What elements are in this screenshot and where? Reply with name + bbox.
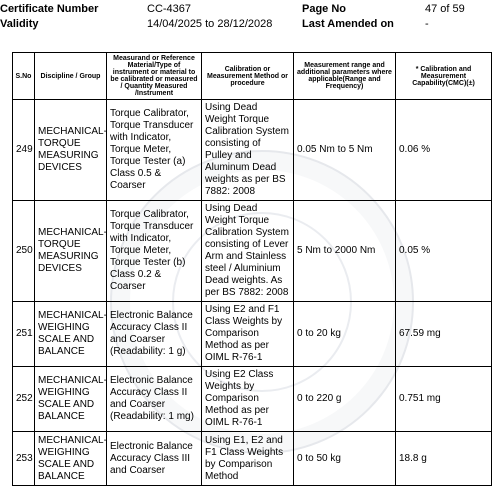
cell-method: Using E2 Class Weights by Comparison Method as per OIML R-76-1 [202, 367, 294, 432]
cell-measurand: Electronic Balance Accuracy Class II and Coarser (Readability: 1 mg) [107, 367, 202, 432]
cell-range: 0 to 220 g [294, 367, 396, 432]
cell-measurand: Electronic Balance Accuracy Class III and Coarser [107, 432, 202, 486]
cell-method: Using E1, E2 and F1 Class Weights by Comparison Method [202, 432, 294, 486]
cell-measurand: Electronic Balance Accuracy Class II and Coarser (Readability: 1 g) [107, 302, 202, 367]
certificate-header [0, 0, 495, 36]
scope-table [12, 52, 492, 486]
cell-discipline: MECHANICAL-WEIGHING SCALE AND BALANCE [35, 367, 107, 432]
cell-range: 5 Nm to 2000 Nm [294, 201, 396, 302]
col-header-cmc: * Calibration and Measurement Capability(CMC)(±) [396, 53, 492, 100]
certificate-number-value: CC-4367 [147, 3, 192, 15]
cell-range: 0 to 50 kg [294, 432, 396, 486]
cell-discipline: MECHANICAL-WEIGHING SCALE AND BALANCE [35, 302, 107, 367]
cell-sno: 253 [13, 432, 35, 486]
cell-measurand: Torque Calibrator, Torque Transducer with Indicator, Torque Meter, Torque Tester (a) Class 0.5 & Coarser [107, 100, 202, 201]
cell-discipline: MECHANICAL-TORQUE MEASURING DEVICES [35, 100, 107, 201]
validity-label: Validity [0, 18, 39, 30]
cell-method: Using Dead Weight Torque Calibration System consisting of Pulley and Aluminum Dead weights as per BS 7882: 2008 [202, 100, 294, 201]
table-row [13, 302, 492, 367]
cell-cmc: 67.59 mg [396, 302, 492, 367]
validity-value: 14/04/2025 to 28/12/2028 [147, 18, 273, 30]
cell-sno: 249 [13, 100, 35, 201]
table-row [13, 201, 492, 302]
page-no-label: Page No [302, 3, 347, 15]
table-row [13, 432, 492, 486]
cell-sno: 250 [13, 201, 35, 302]
cell-cmc: 0.751 mg [396, 367, 492, 432]
cell-sno: 252 [13, 367, 35, 432]
cell-method: Using Dead Weight Torque Calibration System consisting of Lever Arm and Stainless steel / Aluminium Dead weights. As per BS 7882: 2008 [202, 201, 294, 302]
cell-method: Using E2 and F1 Class Weights by Comparison Method as per OIML R-76-1 [202, 302, 294, 367]
cell-cmc: 0.06 % [396, 100, 492, 201]
cell-measurand: Torque Calibrator, Torque Transducer with Indicator, Torque Meter, Torque Tester (b) Class 0.2 & Coarser [107, 201, 202, 302]
col-header-measurand: Measurand or Reference Material/Type of instrument or material to be calibrated or measured / Quantity Measured /Instrument [107, 53, 202, 100]
col-header-discipline: Discipline / Group [35, 53, 107, 100]
cell-discipline: MECHANICAL-TORQUE MEASURING DEVICES [35, 201, 107, 302]
col-header-sno: S.No [13, 53, 35, 100]
table-row [13, 100, 492, 201]
cell-range: 0 to 20 kg [294, 302, 396, 367]
certificate-number-label: Certificate Number [0, 3, 99, 15]
page-no-value: 47 of 59 [425, 3, 465, 15]
last-amended-value: - [425, 18, 429, 30]
col-header-range: Measurement range and additional parameters where applicable(Range and Frequency) [294, 53, 396, 100]
col-header-method: Calibration or Measurement Method or procedure [202, 53, 294, 100]
table-row [13, 367, 492, 432]
last-amended-label: Last Amended on [302, 18, 394, 30]
cell-range: 0.05 Nm to 5 Nm [294, 100, 396, 201]
table-header-row [13, 53, 492, 100]
cell-cmc: 0.05 % [396, 201, 492, 302]
cell-cmc: 18.8 g [396, 432, 492, 486]
cell-sno: 251 [13, 302, 35, 367]
cell-discipline: MECHANICAL-WEIGHING SCALE AND BALANCE [35, 432, 107, 486]
